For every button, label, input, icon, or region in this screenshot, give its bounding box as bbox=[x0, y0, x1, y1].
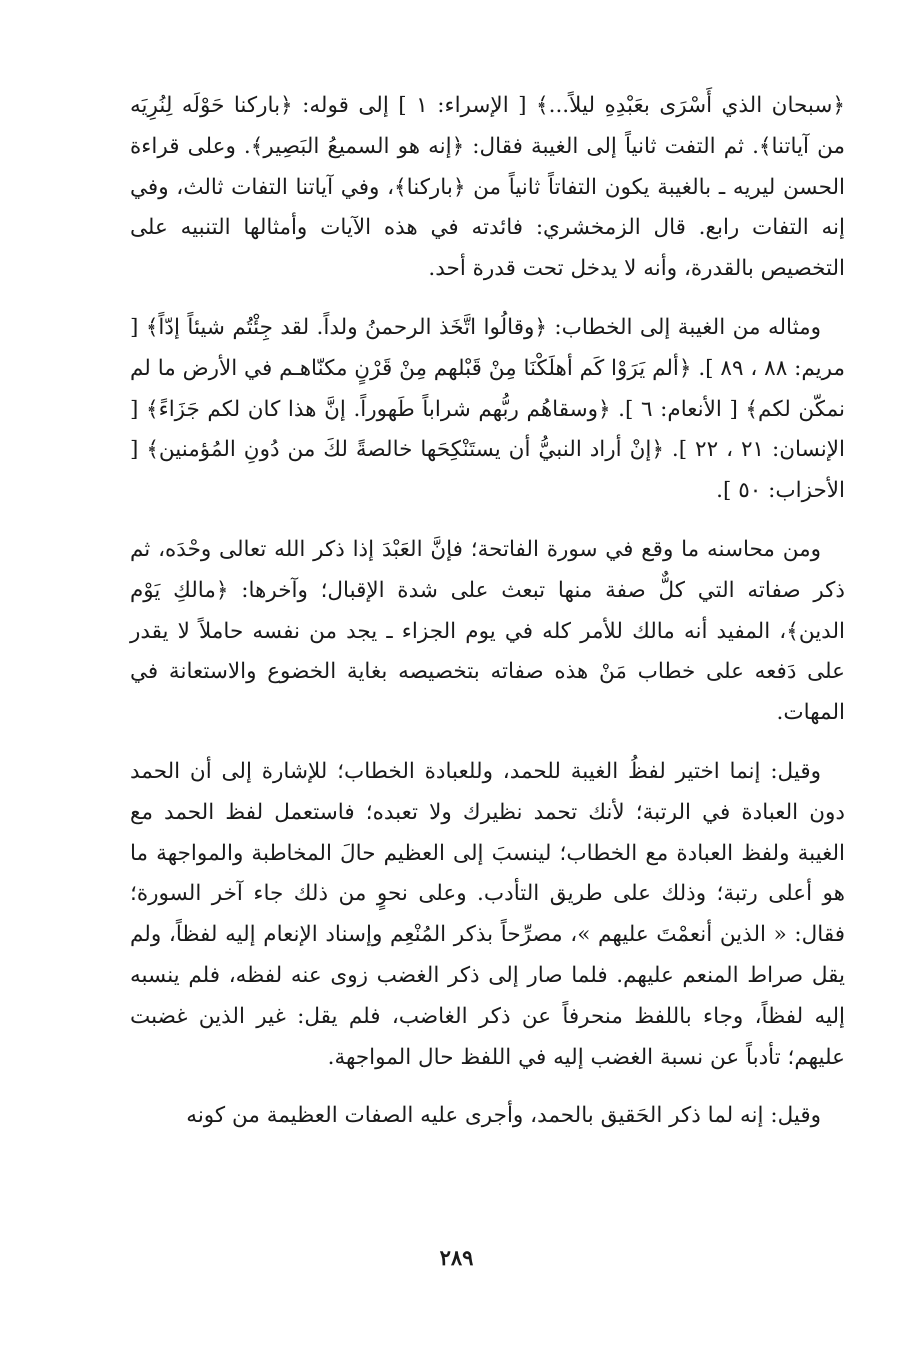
paragraph-2: ومثاله من الغيبة إلى الخطاب: ﴿وقالُوا اتَّخَذ الرحمنُ ولداً. لقد جِئْتُم شيئاً إدّاً﴾ [ مريم: ٨٨ ، ٨٩ ]. ﴿ألم يَرَوْا كَم أهلَكْنَا مِنْ قَبْلهم مِنْ قَرْنٍ مكنّاهـم في الأرض ما لم نمكّن لكم﴾ [ الأنعام: ٦ ]. ﴿وسقاهُم ربُّهم شراباً طَهوراً. إنَّ هذا كان لكم جَزَاءً﴾ [ الإنسان: ٢١ ، ٢٢ ]. ﴿إنْ أراد النبيُّ أن يستَنْكِحَها خالصةً لكَ من دُونِ المُؤمنين﴾ [ الأحزاب: ٥٠ ]. bbox=[130, 314, 846, 504]
paragraph-1: ﴿سبحان الذي أَسْرَى بعَبْدِهِ ليلاً...﴾ [ الإسراء: ١ ] إلى قوله: ﴿باركنا حَوْلَه لِنُرِيَه من آياتنا﴾. ثم التفت ثانياً إلى الغيبة فقال: ﴿إنه هو السميعُ البَصِير﴾. وعلى قراءة الحسن ليريه ـ بالغيبة يكون التفاتاً ثانياً من ﴿باركنا﴾، وفي آياتنا التفات ثالث، وفي إنه التفات رابع. قال الزمخشري: فائدته في هذه الآيات وأمثالها التنبيه على التخصيص بالقدرة، وأنه لا يدخل تحت قدرة أحد. bbox=[130, 93, 845, 282]
page-body bbox=[130, 86, 845, 1155]
paragraph-5: وقيل: إنه لما ذكر الحَقيق بالحمد، وأجرى عليه الصفات العظيمة من كونه bbox=[186, 1103, 821, 1129]
page-number: ٢٨٩ bbox=[439, 1245, 474, 1270]
paragraph-4: وقيل: إنما اختير لفظُ الغيبة للحمد، وللعبادة الخطاب؛ للإشارة إلى أن الحمد دون العبادة في الرتبة؛ لأنك تحمد نظيرك ولا تعبده؛ فاستعمل لفظ الحمد مع الغيبة ولفظ العبادة مع الخطاب؛ لينسبَ إلى العظيم حالَ المخاطبة والمواجهة ما هو أعلى رتبة؛ وذلك على طريق التأدب. وعلى نحوٍ من ذلك جاء آخر السورة؛ فقال: « الذين أنعمْتَ عليهم »، مصرِّحاً بذكر المُنْعِم وإسناد الإنعام إليه لفظاً، ولم يقل صراط المنعم عليهم. فلما صار إلى ذكر الغضب زوى عنه لفظه، فلم ينسبه إليه لفظاً، وجاء باللفظ منحرفاً عن ذكر الغاضب، فلم يقل: غير الذين غضبت عليهم؛ تأدباً عن نسبة الغضب إليه في اللفظ حال المواجهة. bbox=[130, 758, 845, 1070]
paragraph-3: ومن محاسنه ما وقع في سورة الفاتحة؛ فإنَّ العَبْدَ إذا ذكر الله تعالى وحْدَه، ثم ذكر صفاته التي كلٌّ صفة منها تبعث على شدة الإقبال؛ وآخرها: ﴿مالكِ يَوْم الدين﴾، المفيد أنه مالك للأمر كله في يوم الجزاء ـ يجد من نفسه حاملاً لا يقدر على دَفعه على خطاب مَنْ هذه صفاته بتخصيصه بغاية الخضوع والاستعانة في المهات. bbox=[130, 536, 845, 726]
